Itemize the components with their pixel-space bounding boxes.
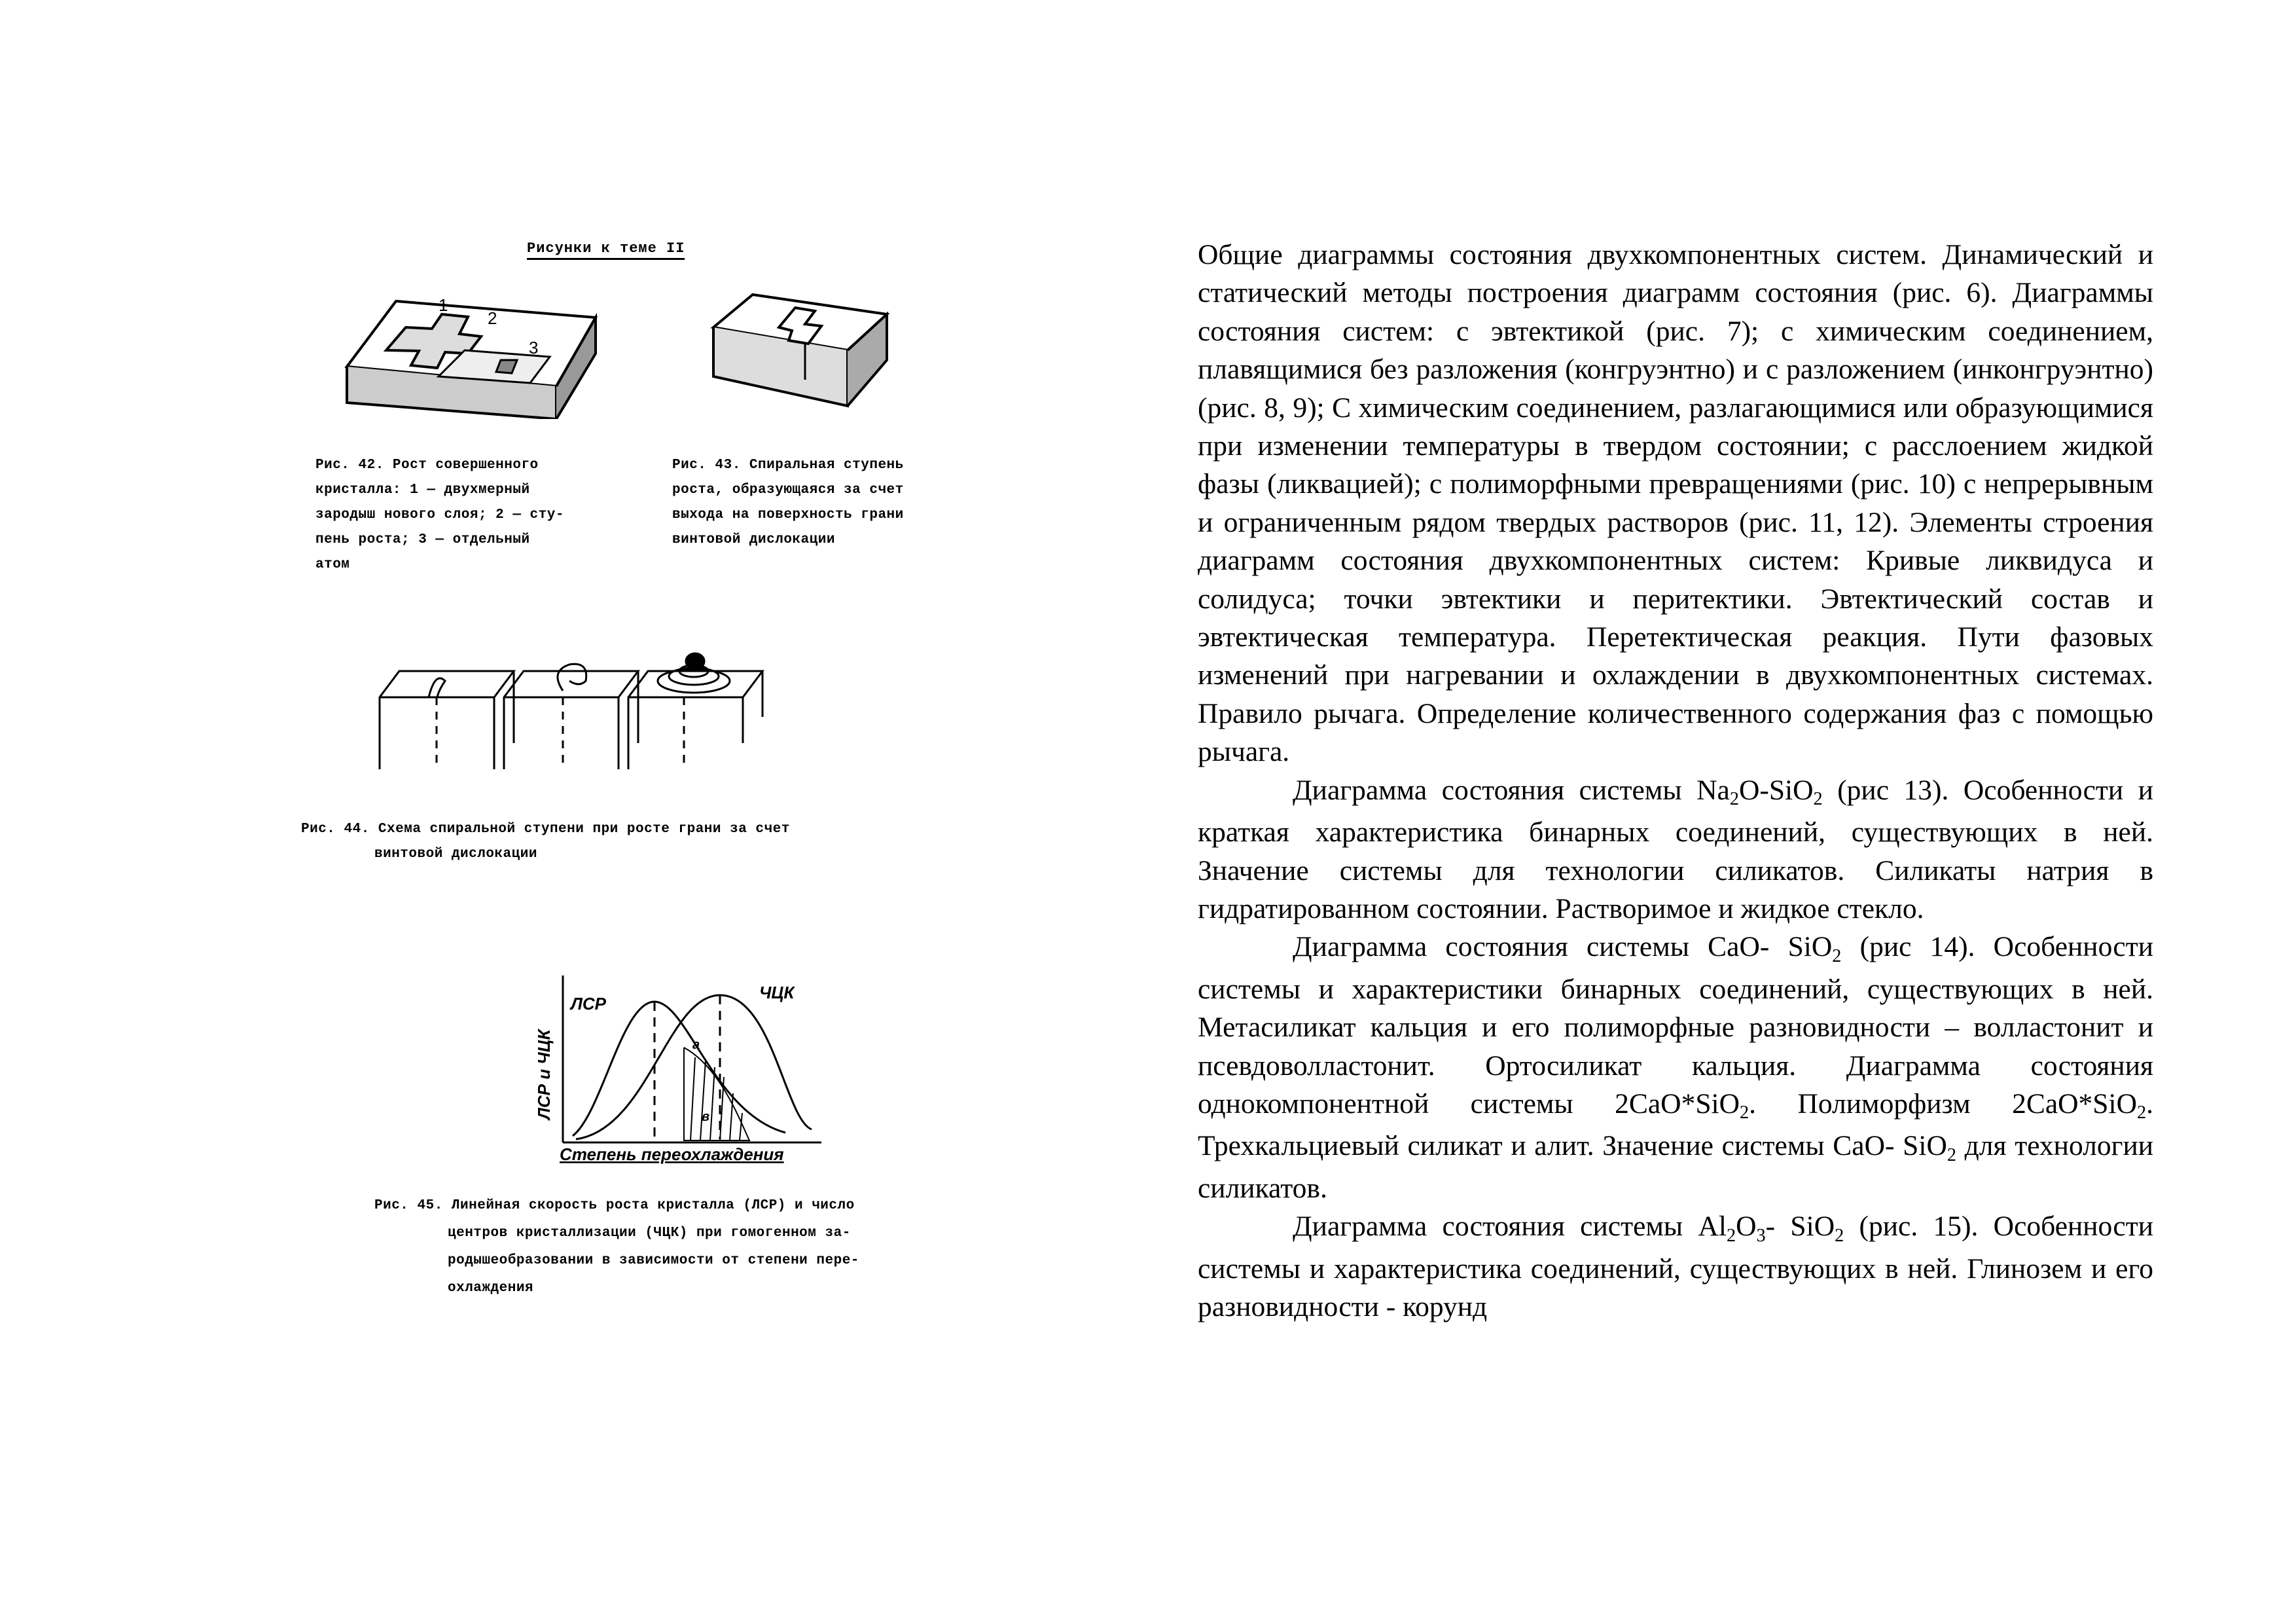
fig42-label-1: 1 [439,295,448,315]
paragraph-cao-sio2: Диаграмма состояния системы CaO- SiO$_2$ (рис 14). Особенности системы и характеристики бинарных соединений, существующих в ней. Метасиликат кальция и его полиморфные разновидности – волластонит и псевдоволластонит. Ортосиликат кальция. Диаграмма состояния однокомпонентной системы 2CaO*SiO$_2$. Полиморфизм 2CaO*SiO$_2$. Трехкальциевый силикат и алит. Значение системы CaO- SiO$_2$ для технологии силикатов. [1198,931,2154,1204]
figures-heading: Рисунки к теме II [527,240,685,260]
paragraph-na2o-sio2: Диаграмма состояния системы $Na_2O-SiO_2$ (рис 13). Особенности и краткая характеристика бинарных соединений, существующих в ней. Значение системы для технологии силикатов. Силикаты натрия в гидратированном состоянии. Растворимое и жидкое стекло. [1198,774,2153,924]
fig45-y-axis-label: ЛСР и ЧЦК [534,1029,554,1120]
fig45-growth-chart [524,969,825,1165]
fig42-label-2: 2 [488,308,497,328]
fig45-chck-curve [576,995,812,1139]
fig44-caption: Рис. 44. Схема спиральной ступени при росте грани за счет винтовой дислокации [301,822,790,862]
fig45-point-b: в [702,1110,710,1124]
fig45-lsr-curve [573,1002,785,1136]
right-page-text [1198,236,2153,1326]
fig43-caption: Рис. 43. Спиральная ступень роста, образующаяся за счет выхода на поверхность грани винтовой дислокации [672,458,904,547]
fig42-crystal-drawing [334,288,609,419]
fig42-caption: Рис. 42. Рост совершенного кристалла: 1 — двухмерный зародыш нового слоя; 2 — сту- пень роста; 3 — отдельный атом [315,458,564,572]
fig45-point-a: а [692,1038,700,1052]
fig45-chck-label: ЧЦК [759,983,795,1002]
fig45-x-axis-label: Степень переохлаждения [560,1144,784,1164]
fig43-block-drawing [707,288,897,419]
fig44-spiral-drawing [373,645,792,769]
paragraph-al2o3-sio2: Диаграмма состояния системы $Al_2O_3-$ SiO$_2$ (рис. 15). Особенности системы и характеристика соединений, существующих в ней. Глинозем и его разновидности - корунд [1198,1211,2153,1322]
fig45-lsr-label: ЛСР [571,994,606,1013]
fig45-hatched-region [684,1048,749,1140]
paragraph-binary-systems: Общие диаграммы состояния двухкомпонентных систем. Динамический и статический методы построения диаграмм состояния (рис. 6). Диаграммы состояния систем: с эвтектикой (рис. 7); с химическим соединением, плавящимися без разложения (конгруэнтно) и с разложением (инконгруэнтно) (рис. 8, 9); С химическим соединением, разлагающимися или образующимися при изменении температуры в твердом состоянии; с расслоением жидкой фазы (ликвацией); с полиморфными превращениями (рис. 10) с непрерывным и ограниченным рядом твердых растворов (рис. 11, 12). Элементы строения диаграмм состояния двухкомпонентных систем: Кривые ликвидуса и солидуса; точки эвтектики и перитектики. Эвтектический состав и эвтектическая температура. Перетектическая реакция. Пути фазовых изменений при нагревании и охлаждении в двухкомпонентных системах. Правило рычага. Определение количественного содержания фаз с помощью рычага. [1198,239,2153,768]
fig45-caption: Рис. 45. Линейная скорость роста кристалла (ЛСР) и число центров кристаллизации (ЧЦК) при гомогенном за- родышеобразовании в зависимости от степени пере- охлаждения [374,1198,859,1296]
fig42-label-3: 3 [529,338,539,357]
